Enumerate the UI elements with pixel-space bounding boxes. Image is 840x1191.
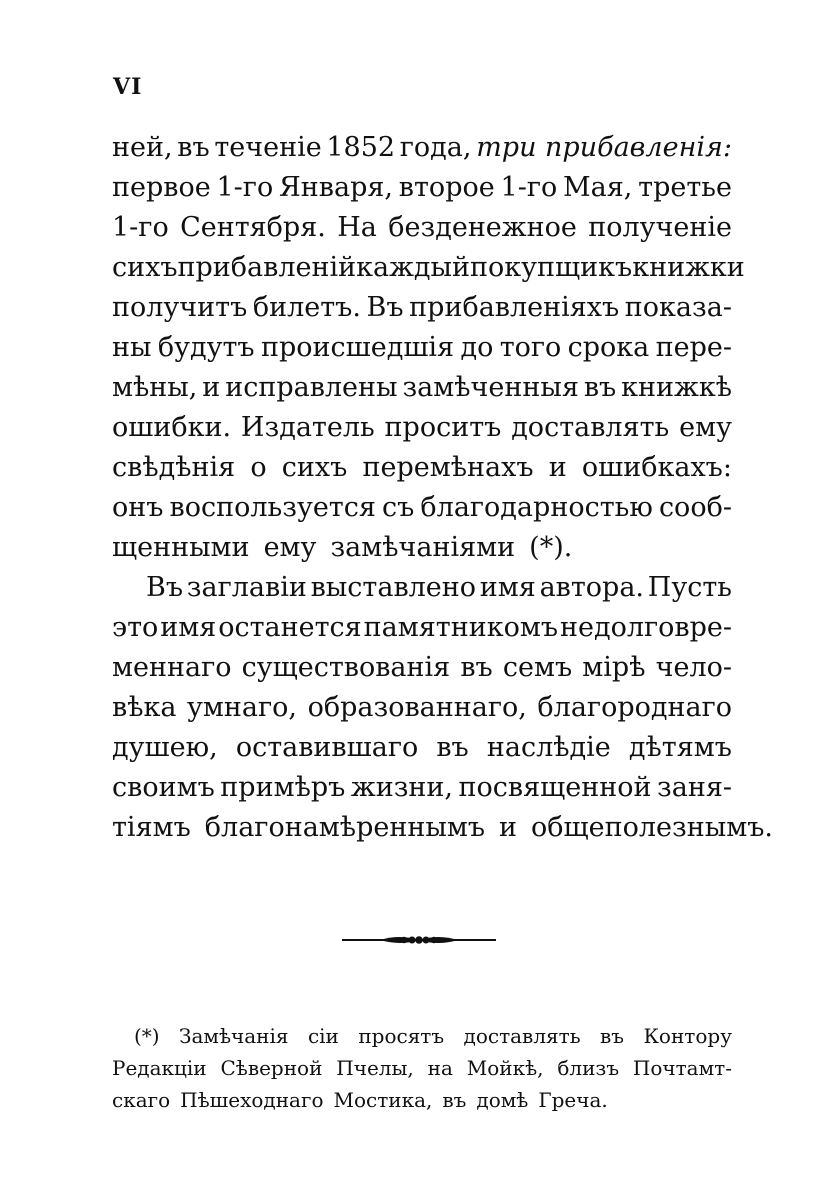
paragraph-word: существованія [241, 652, 451, 683]
paragraph-word: 1-го [216, 172, 274, 203]
paragraph-line [112, 528, 732, 568]
paragraph-line [112, 608, 732, 648]
paragraph-word: общеполезнымъ. [531, 812, 773, 843]
paragraph-word: срока [567, 332, 650, 363]
paragraph-word: Пусть [647, 572, 732, 603]
paragraph-word: жизни, [350, 772, 453, 803]
paragraph-line [112, 128, 732, 168]
paragraph-word: прибавленіяхъ [409, 292, 620, 323]
paragraph-word: замѣченныя [402, 372, 579, 403]
paragraph-word: ошибкахъ: [581, 452, 732, 483]
paragraph-line [112, 728, 732, 768]
paragraph-word: имя [479, 572, 536, 603]
paragraph-word: замѣчаніями [330, 532, 516, 563]
paragraph-word: памятникомъ [363, 612, 559, 643]
paragraph-word: мѣны, [112, 372, 198, 403]
footnote-word: Замѣчанія [179, 1024, 289, 1048]
paragraph-word: доставлять [511, 412, 670, 443]
paragraph-word: пере- [655, 332, 732, 363]
paragraph-word: 1-го [500, 172, 558, 203]
paragraph-word: онъ [112, 492, 164, 523]
paragraph-word: сихъ [112, 252, 178, 283]
paragraph-word: Издатель [240, 412, 375, 443]
paragraph-word: наслѣдіе [486, 732, 611, 763]
paragraph-word: (*). [529, 532, 573, 563]
paragraph-word: вѣка [112, 692, 177, 723]
paragraph-word: и [548, 452, 567, 483]
paragraph-word: благодарностью [420, 492, 653, 523]
paragraph-word: 1-го [112, 212, 169, 243]
paragraph-word: На [337, 212, 377, 243]
paragraph-word: и [202, 372, 221, 403]
paragraph-word: посвященной [458, 772, 652, 803]
paragraph-word: проситъ [384, 412, 502, 443]
paragraph-word: каждый [356, 252, 471, 283]
footnote-word: на [427, 1056, 453, 1080]
paragraph-word: Въ [366, 292, 404, 323]
footnote-word: Мойкѣ, [466, 1056, 544, 1080]
paragraph-word: прибавленій [177, 252, 357, 283]
paragraph-word: оставившаго [235, 732, 419, 763]
footnote-word: скаго [112, 1088, 171, 1112]
paragraph-word: показа- [624, 292, 732, 323]
paragraph-word: воспользуется [169, 492, 376, 523]
paragraph-word: сооб- [658, 492, 732, 523]
paragraph-word: первое [112, 172, 211, 203]
paragraph-line [112, 368, 732, 408]
paragraph-word: ней, [112, 132, 173, 163]
paragraph-word: получитъ [112, 292, 248, 323]
paragraph-line [112, 448, 732, 488]
paragraph-word: примѣръ [220, 772, 346, 803]
paragraph-word: заня- [657, 772, 732, 803]
footnote-line [112, 1052, 732, 1084]
paragraph-line [112, 168, 732, 208]
paragraph-line [112, 328, 732, 368]
footnote-word: Греча. [538, 1088, 608, 1112]
paragraph-line [112, 208, 732, 248]
paragraph-word: съ [382, 492, 415, 523]
paragraph-line [112, 568, 732, 608]
paragraph-word: того [499, 332, 562, 363]
paragraph-word: автора. [539, 572, 645, 603]
paragraph-word: меннаго [112, 652, 232, 683]
paragraph-word: въ [583, 372, 617, 403]
paragraph-word: недолговре- [559, 612, 732, 643]
paragraph-word: благонамѣреннымъ [204, 812, 486, 843]
paragraph-word: имя [160, 612, 217, 643]
footnote-word: Пѣшеходнаго [180, 1088, 324, 1112]
paragraph-word: въ [177, 132, 210, 163]
paragraph-word: до [460, 332, 494, 363]
paragraph-word: Въ [146, 572, 184, 603]
paragraph-word: ны [112, 332, 152, 363]
paragraph-line [112, 408, 732, 448]
paragraph-line [112, 488, 732, 528]
paragraph-word: 1852 [326, 132, 396, 163]
paragraph-word: будутъ [157, 332, 255, 363]
paragraph-word: три прибавленія: [476, 132, 732, 163]
paragraph-word: чело- [655, 652, 732, 683]
paragraph-word: о [250, 452, 267, 483]
paragraph-word: сихъ [281, 452, 348, 483]
paragraph-line [112, 808, 773, 848]
footnote-word: доставлять [463, 1024, 581, 1048]
paragraph-word: происшедшія [260, 332, 455, 363]
paragraph-line [112, 688, 732, 728]
paragraph-word: покупщикъ [470, 252, 633, 283]
body-text [112, 128, 773, 848]
paragraph-word: образованнаго, [307, 692, 527, 723]
paragraph-line [112, 648, 732, 688]
paragraph-word: умнаго, [187, 692, 298, 723]
page-number: VI [113, 74, 143, 100]
paragraph-word: третье [638, 172, 732, 203]
footnote-line [112, 1084, 732, 1116]
paragraph-word: свѣдѣнія [112, 452, 236, 483]
paragraph-word: книжки [632, 252, 745, 283]
footnote-word: Почтамт- [632, 1056, 732, 1080]
paragraph-word: мірѣ [582, 652, 646, 683]
paragraph-word: года, [399, 132, 472, 163]
footnote-word: домѣ [476, 1088, 529, 1112]
paragraph-word: заглавіи [186, 572, 307, 603]
paragraph-word: Января, [279, 172, 393, 203]
paragraph-word: семъ [502, 652, 573, 683]
footnote-word: въ [442, 1088, 467, 1112]
paragraph-word: исправлены [225, 372, 398, 403]
paragraph-word: безденежное [388, 212, 577, 243]
paragraph-word: книжкѣ [621, 372, 732, 403]
paragraph-word: перемѣнахъ [362, 452, 534, 483]
paragraph-word: выставлено [310, 572, 477, 603]
paragraph-word: душею, [112, 732, 218, 763]
footnote-word: просятъ [358, 1024, 445, 1048]
footnote-word: сіи [307, 1024, 339, 1048]
paragraph-word: полученіе [588, 212, 732, 243]
paragraph-word: Мая, [563, 172, 633, 203]
paragraph-line [112, 288, 732, 328]
paragraph-word: щенными [112, 532, 250, 563]
footnote-line [112, 1020, 732, 1052]
ornament-divider [340, 930, 498, 950]
footnote-word: Сѣверной [220, 1056, 323, 1080]
paragraph-word: ошибки. [112, 412, 232, 443]
paragraph-line [112, 768, 732, 808]
paragraph-word: тіямъ [112, 812, 191, 843]
paragraph-word: второе [398, 172, 495, 203]
paragraph-word: Сентября. [180, 212, 326, 243]
footnote-word: (*) [134, 1024, 160, 1048]
paragraph-word: дѣтямъ [628, 732, 732, 763]
footnote-word: Мостика, [333, 1088, 433, 1112]
paragraph-line [112, 248, 745, 288]
paragraph-word: ему [679, 412, 732, 443]
footnote-word: Контору [643, 1024, 732, 1048]
paragraph-word: благороднаго [537, 692, 732, 723]
paragraph-word: это [112, 612, 159, 643]
paragraph-word: останется [218, 612, 362, 643]
paragraph-word: и [499, 812, 518, 843]
footnote-word: Пчелы, [336, 1056, 414, 1080]
paragraph-word: ему [263, 532, 317, 563]
paragraph-word: въ [460, 652, 493, 683]
footnote-word: близъ [557, 1056, 620, 1080]
paragraph-word: въ [436, 732, 469, 763]
paragraph-word: своимъ [112, 772, 215, 803]
paragraph-word: билетъ. [252, 292, 361, 323]
footnote-word: въ [600, 1024, 625, 1048]
footnote [112, 1020, 732, 1116]
paragraph-word: теченіе [214, 132, 322, 163]
footnote-word: Редакціи [112, 1056, 207, 1080]
